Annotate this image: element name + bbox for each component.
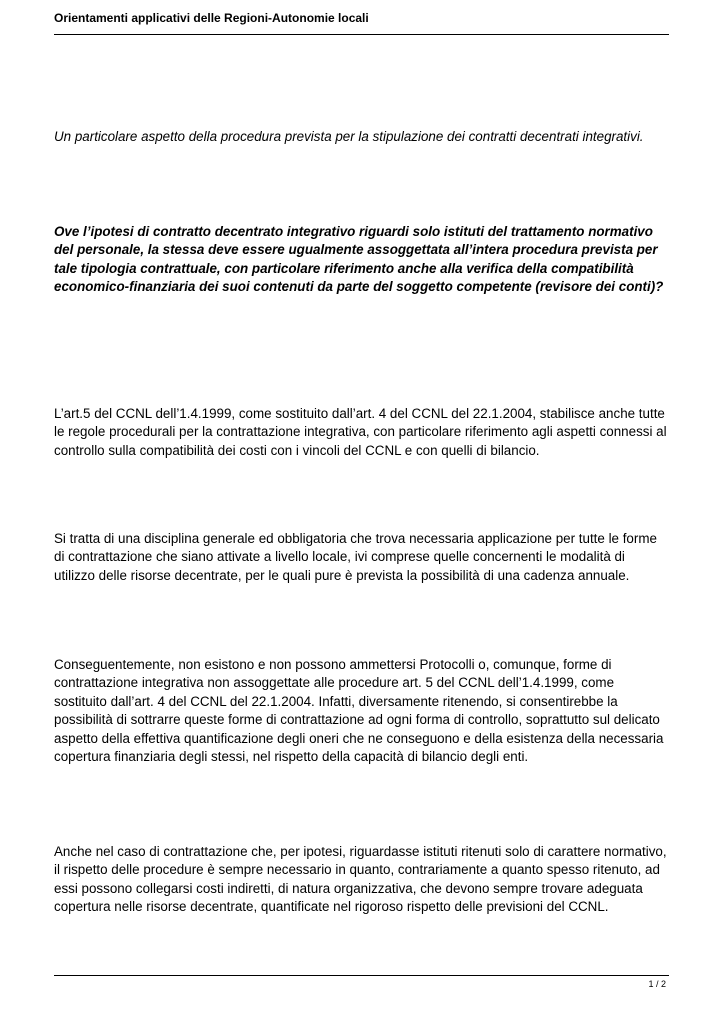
body-paragraph-4: Anche nel caso di contrattazione che, per ipotesi, riguardasse istituti ritenuti solo di carattere normativo, il rispetto delle procedure è sempre necessario in quanto, contrariamente a quanto spesso ritenuto, ad essi possono collegarsi costi indiretti, di natura organizzativa, che devono sempre trovare adeguata copertura nelle risorse decentrate, quantificate nel rigoroso rispetto delle previsioni del CCNL. (54, 844, 667, 915)
header-divider (54, 34, 669, 35)
page-number: 1 / 2 (648, 979, 666, 989)
subject-paragraph: Un particolare aspetto della procedura prevista per la stipulazione dei contratti decentrati integrativi. (54, 129, 644, 144)
question-paragraph: Ove l’ipotesi di contratto decentrato integrativo riguardi solo istituti del trattamento normativo del personale, la stessa deve essere ugualmente assoggettata all’intera procedura prevista per tale tipologia contrattuale, con particolare riferimento anche alla verifica della compatibilità economico-finanziaria dei suoi contenuti da parte del soggetto competente (revisore dei conti)? (54, 224, 664, 295)
body-paragraph-3: Conseguentemente, non esistono e non possono ammettersi Protocolli o, comunque, forme di contrattazione integrativa non assoggettate alle procedure art. 5 del CCNL dell’1.4.1999, come sostituito dall’art. 4 del CCNL del 22.1.2004. Infatti, diversamente ritenendo, si consentirebbe la possibilità di sottrarre queste forme di contrattazione ad ogni forma di controllo, soprattutto sul delicato aspetto della effettiva quantificazione degli oneri che ne conseguono e della esistenza della necessaria copertura finanziaria degli stessi, nel rispetto della capacità di bilancio degli enti. (54, 657, 664, 765)
footer-divider (54, 975, 669, 976)
body-paragraph-2: Si tratta di una disciplina generale ed obbligatoria che trova necessaria applicazione per tutte le forme di contrattazione che siano attivate a livello locale, ivi comprese quelle concernenti le modalità di utilizzo delle risorse decentrate, per le quali pure è prevista la possibilità di una cadenza annuale. (54, 531, 657, 583)
body-paragraph-1: L’art.5 del CCNL dell’1.4.1999, come sostituito dall’art. 4 del CCNL del 22.1.2004, stabilisce anche tutte le regole procedurali per la contrattazione integrativa, con particolare riferimento agli aspetti connessi al controllo sulla compatibilità dei costi con i vincoli del CCNL e con quelli di bilancio. (54, 406, 667, 458)
page-header-title: Orientamenti applicativi delle Regioni-Autonomie locali (54, 11, 369, 25)
